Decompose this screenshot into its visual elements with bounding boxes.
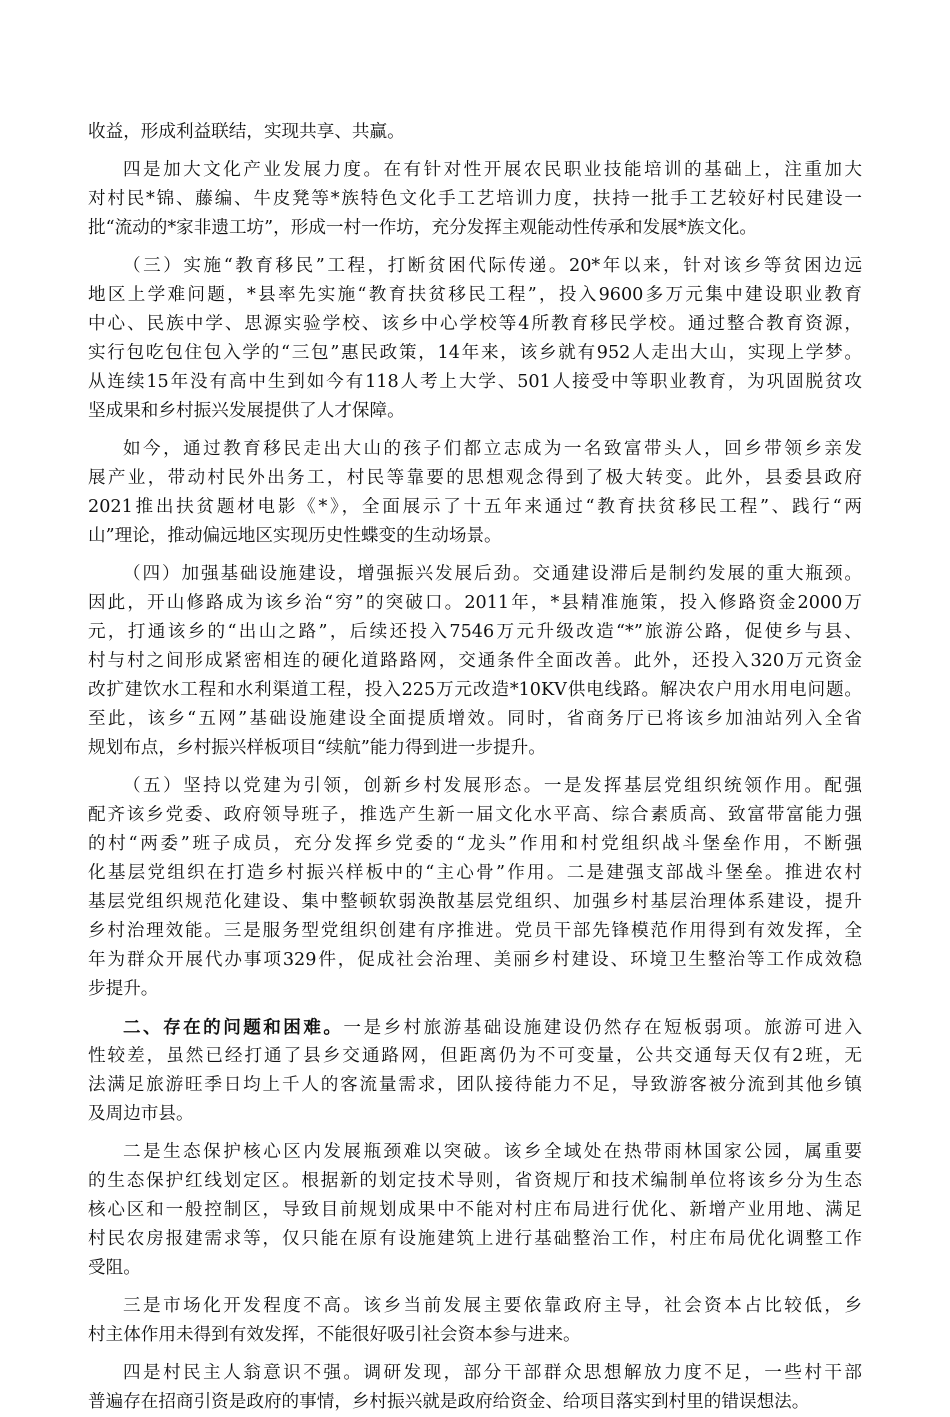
paragraph-line: 步提升。: [88, 979, 159, 999]
paragraph-line: 村主体作用未得到有效发挥，不能很好吸引社会资本参与进来。: [88, 1325, 581, 1345]
paragraph: [0, 1359, 950, 1417]
paragraph-line: 地区上学难问题，*县率先实施“教育扶贫移民工程”，投入9600多万元集中建设职业教育: [88, 285, 862, 305]
paragraph-line: 年为群众开展代办事项329件，促成社会治理、美丽乡村建设、环境卫生整治等工作成效稳: [88, 950, 862, 970]
paragraph-line: 批“流动的*家非遗工坊”，形成一村一作坊，充分发挥主观能动性传承和发展*族文化。: [88, 218, 757, 238]
paragraph-line: 化基层党组织在打造乡村振兴样板中的“主心骨”作用。二是建强支部战斗堡垒。推进农村: [88, 863, 862, 883]
paragraph-gap: [0, 426, 950, 435]
paragraph-line: 的村“两委”班子成员，充分发挥乡党委的“龙头”作用和村党组织战斗堡垒作用，不断强: [88, 834, 862, 854]
paragraph: [0, 1138, 950, 1283]
paragraph-gap: [0, 1283, 950, 1292]
paragraph-line: 对村民*锦、藤编、牛皮凳等*族特色文化手工艺培训力度，扶持一批手工艺较好村民建设一: [88, 189, 862, 209]
paragraph-line: 至此，该乡“五网”基础设施建设全面提质增效。同时，省商务厅已将该乡加油站列入全省: [88, 709, 862, 729]
paragraph-gap: [0, 551, 950, 560]
paragraph-line: 坚成果和乡村振兴发展提供了人才保障。: [88, 401, 405, 421]
paragraph-line: 四是村民主人翁意识不强。调研发现，部分干部群众思想解放力度不足，一些村干部: [123, 1363, 862, 1383]
paragraph: [0, 118, 950, 147]
paragraph-line: 村民农房报建需求等，仅只能在原有设施建筑上进行基础整治工作，村庄布局优化调整工作: [88, 1229, 862, 1249]
paragraph: [0, 435, 950, 551]
paragraph-line: 收益，形成利益联结，实现共享、共赢。: [88, 122, 405, 142]
paragraph-line: 因此，开山修路成为该乡治“穷”的突破口。2011年，*县精准施策，投入修路资金2000万: [88, 593, 862, 613]
paragraph-line: 法满足旅游旺季日均上千人的客流量需求，团队接待能力不足，导致游客被分流到其他乡镇: [88, 1075, 862, 1095]
paragraph-line: 基层党组织规范化建设、集中整顿软弱涣散基层党组织、加强乡村基层治理体系建设，提升: [88, 892, 862, 912]
paragraph-line: 改扩建饮水工程和水利渠道工程，投入225万元改造*10KV供电线路。解决农户用水用电问题。: [88, 680, 862, 700]
paragraph-line: （四）加强基础设施建设，增强振兴发展后劲。交通建设滞后是制约发展的重大瓶颈。: [123, 564, 862, 584]
paragraph-line: 如今，通过教育移民走出大山的孩子们都立志成为一名致富带头人，回乡带领乡亲发: [123, 439, 862, 459]
paragraph: [0, 1292, 950, 1350]
paragraph: [0, 772, 950, 1004]
paragraph-line: [88, 1013, 862, 1042]
paragraph-line: 普遍存在招商引资是政府的事情，乡村振兴就是政府给资金、给项目落实到村里的错误想法。: [88, 1392, 810, 1412]
paragraph: [0, 1013, 950, 1129]
paragraph-line: 核心区和一般控制区，导致目前规划成果中不能对村庄布局进行优化、新增产业用地、满足: [88, 1200, 862, 1220]
paragraph-line: 从连续15年没有高中生到如今有118人考上大学、501人接受中等职业教育，为巩固脱贫攻: [88, 372, 862, 392]
paragraph-line: 2021推出扶贫题材电影《*》，全面展示了十五年来通过“教育扶贫移民工程”、践行“两: [88, 497, 862, 517]
paragraph-gap: [0, 243, 950, 252]
heading-text: 一是乡村旅游基础设施建设仍然存在短板弱项。旅游可进入: [343, 1018, 862, 1038]
paragraph-line: （五）坚持以党建为引领，创新乡村发展形态。一是发挥基层党组织统领作用。配强: [123, 776, 862, 796]
paragraph-line: 配齐该乡党委、政府领导班子，推选产生新一届文化水平高、综合素质高、致富带富能力强: [88, 805, 862, 825]
paragraph-line: 村与村之间形成紧密相连的硬化道路路网，交通条件全面改善。此外，还投入320万元资金: [88, 651, 862, 671]
paragraph-line: 的生态保护红线划定区。根据新的划定技术导则，省资规厅和技术编制单位将该乡分为生态: [88, 1171, 862, 1191]
paragraph-line: 四是加大文化产业发展力度。在有针对性开展农民职业技能培训的基础上，注重加大: [123, 160, 862, 180]
paragraph-line: （三）实施“教育移民”工程，打断贫困代际传递。20*年以来，针对该乡等贫困边远: [123, 256, 862, 276]
paragraph-line: 三是市场化开发程度不高。该乡当前发展主要依靠政府主导，社会资本占比较低，乡: [123, 1296, 862, 1316]
section-heading: 二、存在的问题和困难。: [123, 1017, 344, 1038]
paragraph-line: 展产业，带动村民外出务工，村民等靠要的思想观念得到了极大转变。此外，县委县政府: [88, 468, 862, 488]
paragraph-gap: [0, 763, 950, 772]
paragraph-line: 受阻。: [88, 1258, 141, 1278]
paragraph-gap: [0, 1129, 950, 1138]
paragraph-gap: [0, 1350, 950, 1359]
paragraph-line: 中心、民族中学、思源实验学校、该乡中心学校等4所教育移民学校。通过整合教育资源，: [88, 314, 862, 334]
paragraph-line: 及周边市县。: [88, 1104, 194, 1124]
paragraph-gap: [0, 147, 950, 156]
paragraph: [0, 252, 950, 426]
paragraph-line: 性较差，虽然已经打通了县乡交通路网，但距离仍为不可变量，公共交通每天仅有2班，无: [88, 1046, 862, 1066]
paragraph-line: 山”理论，推动偏远地区实现历史性蝶变的生动场景。: [88, 526, 502, 546]
paragraph-line: 元，打通该乡的“出山之路”，后续还投入7546万元升级改造“*”旅游公路，促使乡与县、: [88, 622, 862, 642]
paragraph: [0, 560, 950, 763]
paragraph-line: 乡村治理效能。三是服务型党组织创建有序推进。党员干部先锋模范作用得到有效发挥，全: [88, 921, 862, 941]
paragraph-gap: [0, 1004, 950, 1013]
paragraph-line: 规划布点，乡村振兴样板项目“续航”能力得到进一步提升。: [88, 738, 546, 758]
document-body: [0, 118, 950, 1417]
paragraph-line: 二是生态保护核心区内发展瓶颈难以突破。该乡全域处在热带雨林国家公园，属重要: [123, 1142, 862, 1162]
paragraph: [0, 156, 950, 243]
paragraph-line: 实行包吃包住包入学的“三包”惠民政策，14年来，该乡就有952人走出大山，实现上学梦。: [88, 343, 862, 363]
